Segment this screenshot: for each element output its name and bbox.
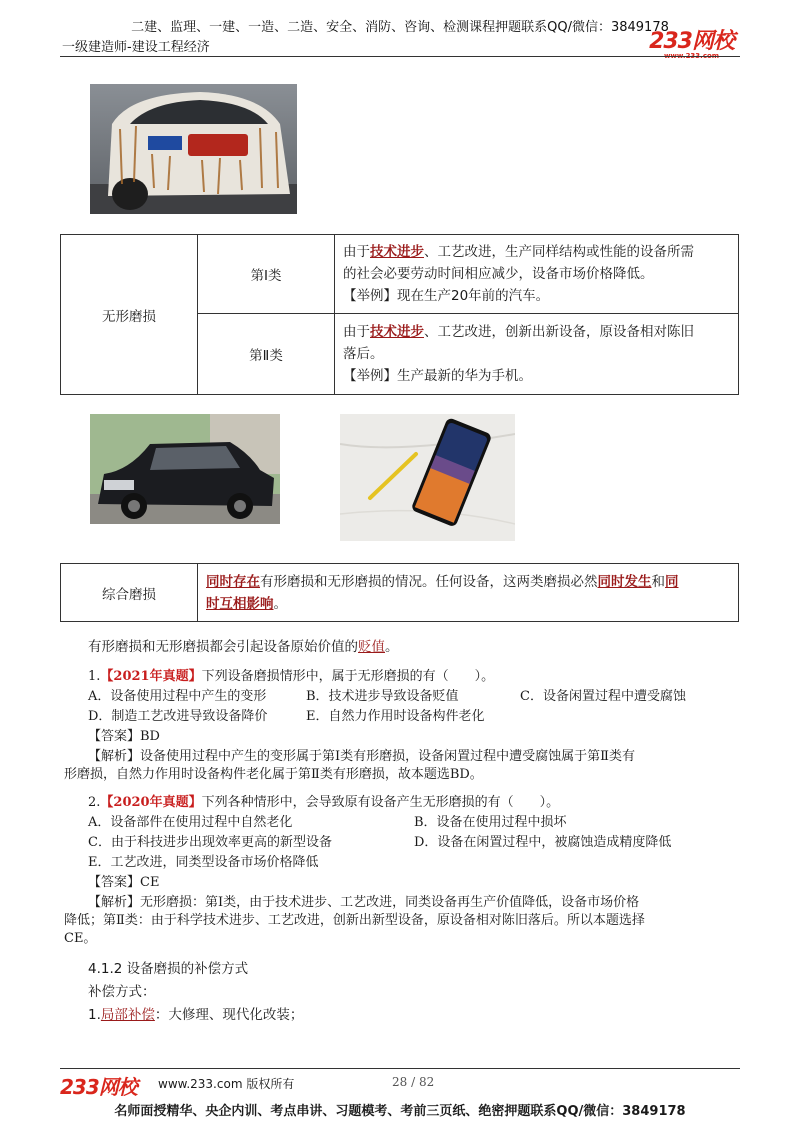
type-2-example: 【举例】生产最新的华为手机。: [343, 368, 532, 384]
combined-wear-table: [60, 563, 739, 622]
question-2: [64, 794, 740, 948]
option-c: C．由于科技进步出现效率更高的新型设备: [88, 835, 332, 850]
page-number: 28 / 82: [392, 1075, 435, 1089]
question-1-answer: 【答案】BD: [88, 729, 160, 744]
type-1-example: 【举例】现在生产20年前的汽车。: [343, 288, 550, 304]
option-d: D．制造工艺改进导致设备降价: [88, 709, 268, 724]
header-contact-line: 二建、监理、一建、一造、二造、安全、消防、咨询、检测课程押题联系QQ/微信：3849178: [131, 20, 669, 35]
question-1: [64, 668, 740, 784]
rusty-car-photo: [90, 84, 297, 214]
old-car-photo: [90, 414, 280, 524]
type-1-description: 由于技术进步、工艺改进，生产同样结构或性能的设备所需 的社会必要劳动时间相应减少，设备市场价格降低。 【举例】现在生产20年前的汽车。: [335, 235, 739, 314]
question-2-analysis: 【解析】无形磨损：第Ⅰ类，由于技术进步、工艺改进，同类设备再生产价值降低，设备市场价格 降低；第Ⅱ类：由于科学技术进步、工艺改进，创新出新型设备，原设备相对陈旧落后。所以本题选择 CE。: [64, 895, 645, 946]
footer-contact-line: 名师面授精华、央企内训、考点串讲、习题模考、考前三页纸、绝密押题联系QQ/微信：3849178: [114, 1104, 686, 1119]
smartphone-photo: [340, 414, 515, 541]
question-1-tag: 【2021年真题】: [100, 669, 202, 684]
keyword-tech-progress: 技术进步: [370, 324, 424, 340]
question-1-stem: 1.【2021年真题】下列设备磨损情形中，属于无形磨损的有（ ）。: [88, 669, 495, 684]
depreciation-statement: 有形磨损和无形磨损都会引起设备原始价值的贬值。: [88, 639, 399, 655]
question-2-answer: 【答案】CE: [88, 875, 160, 890]
option-c: C．设备闲置过程中遭受腐蚀: [520, 689, 686, 704]
group-label: 无形磨损: [61, 235, 198, 395]
type-2-label: 第Ⅱ类: [198, 314, 335, 395]
section-intro: 补偿方式：: [88, 984, 156, 1000]
option-a: A．设备部件在使用过程中自然老化: [88, 815, 293, 830]
option-d: D．设备在闲置过程中，被腐蚀造成精度降低: [414, 835, 672, 850]
type-1-label: 第Ⅰ类: [198, 235, 335, 314]
section-heading: 4.1.2 设备磨损的补偿方式: [88, 961, 249, 977]
header-divider: [60, 56, 740, 57]
option-b: B．技术进步导致设备贬值: [306, 689, 459, 704]
footer-logo: 233网校: [60, 1075, 137, 1099]
footer-copyright: www.233.com 版权所有: [158, 1077, 295, 1091]
question-1-analysis: 【解析】设备使用过程中产生的变形属于第Ⅰ类有形磨损，设备闲置过程中遭受腐蚀属于第Ⅱ类有 形磨损，自然力作用时设备构件老化属于第Ⅱ类有形磨损，故本题选BD。: [64, 749, 635, 782]
combined-wear-description: 同时存在有形磨损和无形磨损的情况。任何设备，这两类磨损必然同时发生和同 时互相影响。: [198, 564, 739, 622]
question-2-tag: 【2020年真题】: [100, 795, 202, 810]
combined-wear-label: 综合磨损: [61, 564, 198, 622]
header-logo: 233网校 www.233.com: [649, 29, 734, 60]
intangible-wear-table: [60, 234, 739, 395]
header-subtitle: 一级建造师-建设工程经济: [62, 40, 210, 55]
section-item-1: 1.局部补偿：大修理、现代化改装；: [88, 1007, 304, 1023]
option-e: E．工艺改进，同类型设备市场价格降低: [88, 855, 319, 870]
option-b: B．设备在使用过程中损坏: [414, 815, 567, 830]
keyword-tech-progress: 技术进步: [370, 244, 424, 260]
question-2-stem: 2.【2020年真题】下列各种情形中，会导致原有设备产生无形磨损的有（ ）。: [88, 795, 560, 810]
option-e: E．自然力作用时设备构件老化: [306, 709, 485, 724]
footer-divider: [60, 1068, 740, 1069]
type-2-description: 由于技术进步、工艺改进，创新出新设备，原设备相对陈旧 落后。 【举例】生产最新的华为手机。: [335, 314, 739, 395]
option-a: A．设备使用过程中产生的变形: [88, 689, 267, 704]
